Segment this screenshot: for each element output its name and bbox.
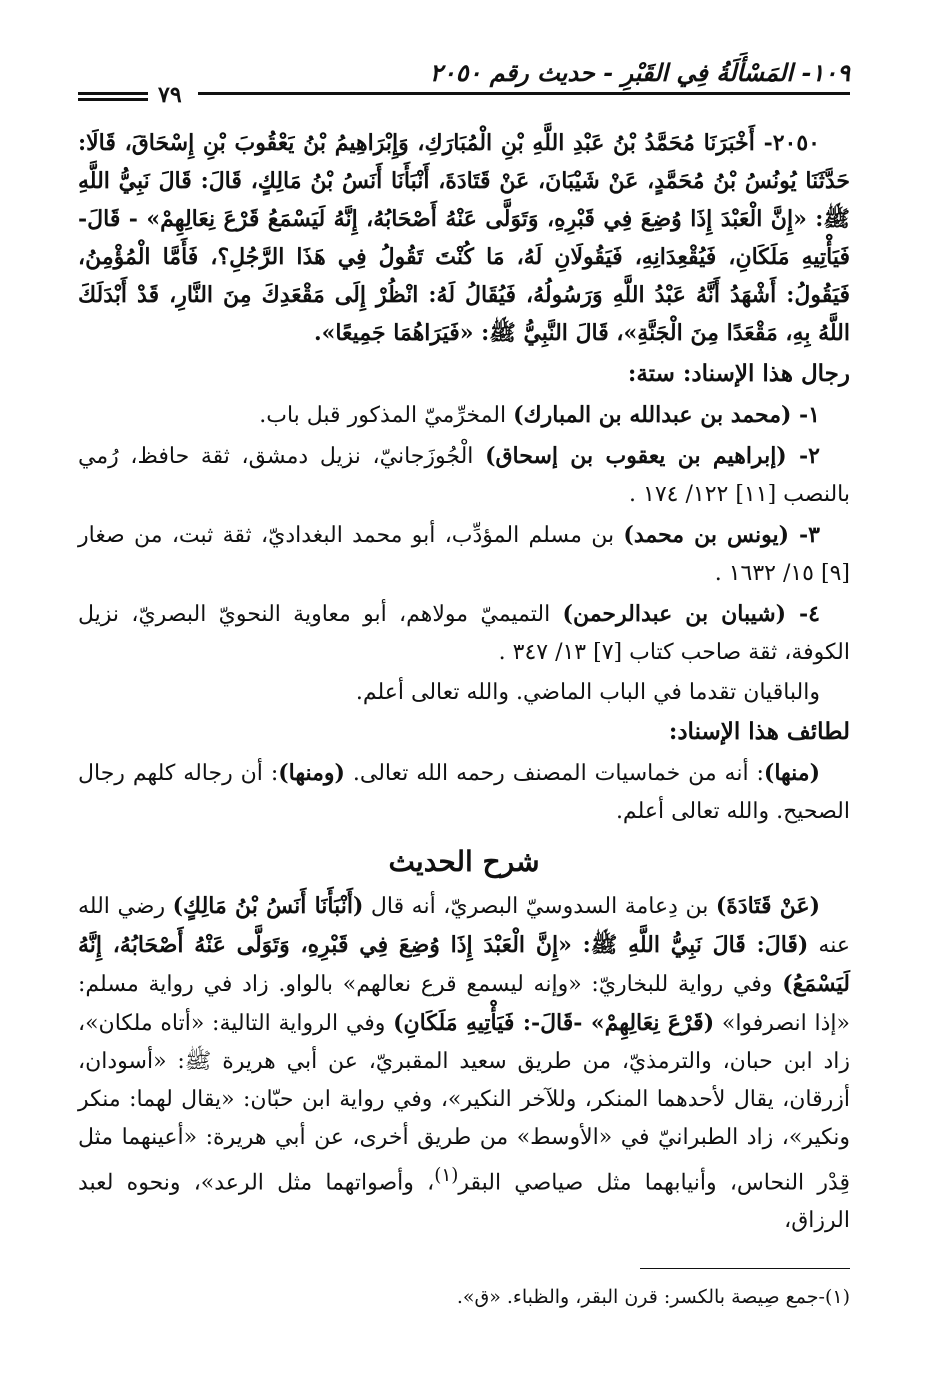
running-title: ١٠٩- المَسْأَلَةُ فِي القَبْرِ - حديث رقم ٢٠٥٠ — [429, 58, 850, 87]
lataif-label: (ومنها) — [278, 760, 345, 786]
footnote-ref[interactable]: (١) — [434, 1165, 459, 1186]
lataif-text — [78, 754, 850, 831]
lataif-body: : أنه من خماسيات المصنف رحمه الله تعالى. — [344, 761, 764, 786]
lataif-heading: لطائف هذا الإسناد: — [668, 718, 850, 745]
hadith-text: ٢٠٥٠- أَخْبَرَنَا مُحَمَّدُ بْنُ عَبْدِ اللَّهِ بْنِ الْمُبَارَكِ، وَإِبْرَاهِيمُ بْنُ يَعْقُوبَ بْنِ إِسْحَاقَ، قَالَا: حَدَّثَنَا يُونُسُ بْنُ مُحَمَّدٍ، عَنْ شَيْبَانَ، عَنْ قَتَادَةَ، أَنْبَأَنَا أَنَسُ بْنُ مَالِكٍ، قَالَ: قَالَ نَبِيُّ اللَّهِ ﷺ: «إِنَّ الْعَبْدَ إِذَا وُضِعَ فِي قَبْرِهِ، وَتَوَلَّى عَنْهُ أَصْحَابُهُ، إِنَّهُ لَيَسْمَعُ قَرْعَ نِعَالِهِمْ» - قَالَ- فَيَأْتِيهِ مَلَكَانِ، فَيُقْعِدَانِهِ، فَيَقُولَانِ لَهُ، مَا كُنْتَ تَقُولُ فِي هَذَا الرَّجُلِ؟، فَأَمَّا الْمُؤْمِنُ، فَيَقُولُ: أَشْهَدُ أَنَّهُ عَبْدُ اللَّهِ وَرَسُولُهُ، فَيُقَالُ لَهُ: انْظُرْ إِلَى مَقْعَدِكَ مِنَ النَّارِ، قَدْ أَبْدَلَكَ اللَّهُ بِهِ، مَقْعَدًا مِنَ الْجَنَّةِ»، قَالَ النَّبِيُّ ﷺ: «فَيَرَاهُمَا جَمِيعًا». — [78, 130, 850, 346]
sharh-text — [78, 887, 850, 1240]
rijal-closing: والباقيان تقدما في الباب الماضي. والله تعالى أعلم. — [355, 680, 820, 705]
rawi-item — [78, 595, 850, 672]
rawi-name: ٣- (يونس بن محمد) — [623, 522, 820, 548]
header-rule — [198, 92, 850, 95]
rawi-item — [78, 437, 850, 514]
rawi-desc: المخرِّميّ المذكور قبل باب. — [259, 403, 514, 428]
footnote-separator — [640, 1268, 850, 1269]
sharh-body: وفي الرواية التالية: «أتاه ملكان»، زاد ابن حبان، والترمذيّ، من طريق سعيد المقبريّ، عن أبي هريرة ﷺ: «أسودان، أزرقان، يقال لأحدهما المنكر، وللآخر النكير»، وفي رواية ابن حبّان: «يقال لهما: منكر ونكير»، زاد الطبرانيّ في «الأوسط» من طريق أخرى، عن أبي هريرة: «أعينهما مثل قِدْر النحاس، وأنيابهما مثل صياصي البقر — [78, 1011, 851, 1196]
rawi-name: ٤- (شيبان بن عبدالرحمن) — [562, 601, 820, 627]
rawi-desc: التميميّ مولاهم، أبو معاوية النحويّ البصريّ، نزيل الكوفة، ثقة صاحب كتاب [٧] ١٣/ ٣٤٧ . — [78, 602, 850, 665]
sharh-body: بن دِعامة السدوسيّ البصريّ، أنه قال — [363, 894, 716, 919]
page — [78, 52, 850, 1336]
sharh-quote: (قَرْعَ نِعَالِهِمْ» -قَالَ-: فَيَأْتِيهِ مَلَكَانِ) — [393, 1010, 715, 1036]
rawi-item — [78, 396, 850, 435]
lataif-label: (منها) — [763, 760, 820, 786]
footnote: (١)-جمع صِيصة بالكسر: قرن البقر، والظباء. «ق». — [456, 1286, 850, 1308]
rawi-name: ١- (محمد بن عبدالله بن المبارك) — [513, 402, 820, 428]
sharh-body: رضي الله عنه — [78, 894, 850, 958]
sharh-quote: (قَالَ: قَالَ نَبِيُّ اللَّهِ ﷺ: «إِنَّ الْعَبْدَ إِذَا وُضِعَ فِي قَبْرِهِ، وَتَوَلَّى عَنْهُ أَصْحَابُهُ، إِنَّهُ لَيَسْمَعُ) — [78, 932, 850, 997]
sharh-quote: (أَنْبَأَنَا أَنَسُ بْنُ مَالِكٍ) — [172, 893, 364, 919]
sharh-heading: شرح الحديث — [388, 845, 540, 878]
header-rule-left-second — [78, 98, 148, 101]
page-number: ٧٩ — [158, 82, 182, 108]
page-body — [78, 124, 850, 1240]
rawi-desc: بن مسلم المؤدِّب، أبو محمد البغداديّ، ثقة ثبت، من صغار [٩] ١٥/ ١٦٣٢ . — [78, 523, 850, 586]
rijal-heading: رجال هذا الإسناد: ستة: — [627, 360, 850, 387]
rawi-name: ٢- (إبراهيم بن يعقوب بن إسحاق) — [485, 443, 820, 469]
page-header — [78, 52, 850, 108]
sharh-body: وفي رواية للبخاريّ: «وإنه ليسمع قرع نعالهم» بالواو. زاد في رواية مسلم: «إذا انصرفوا» — [78, 972, 850, 1036]
rawi-item — [78, 516, 850, 593]
lataif-body: : أن رجاله كلهم رجال الصحيح. والله تعالى أعلم. — [78, 761, 850, 824]
sharh-quote: (عَنْ قَتَادَةَ) — [715, 893, 820, 919]
rawi-desc: الْجُوزَجانيّ، نزيل دمشق، ثقة حافظ، رُمي بالنصب [١١] ١٢٢/ ١٧٤ . — [78, 444, 850, 507]
header-rule-left — [78, 92, 148, 95]
sharh-body: ، وأصواتهما مثل الرعد»، ونحوه لعبد الرزاق، — [78, 1170, 850, 1234]
